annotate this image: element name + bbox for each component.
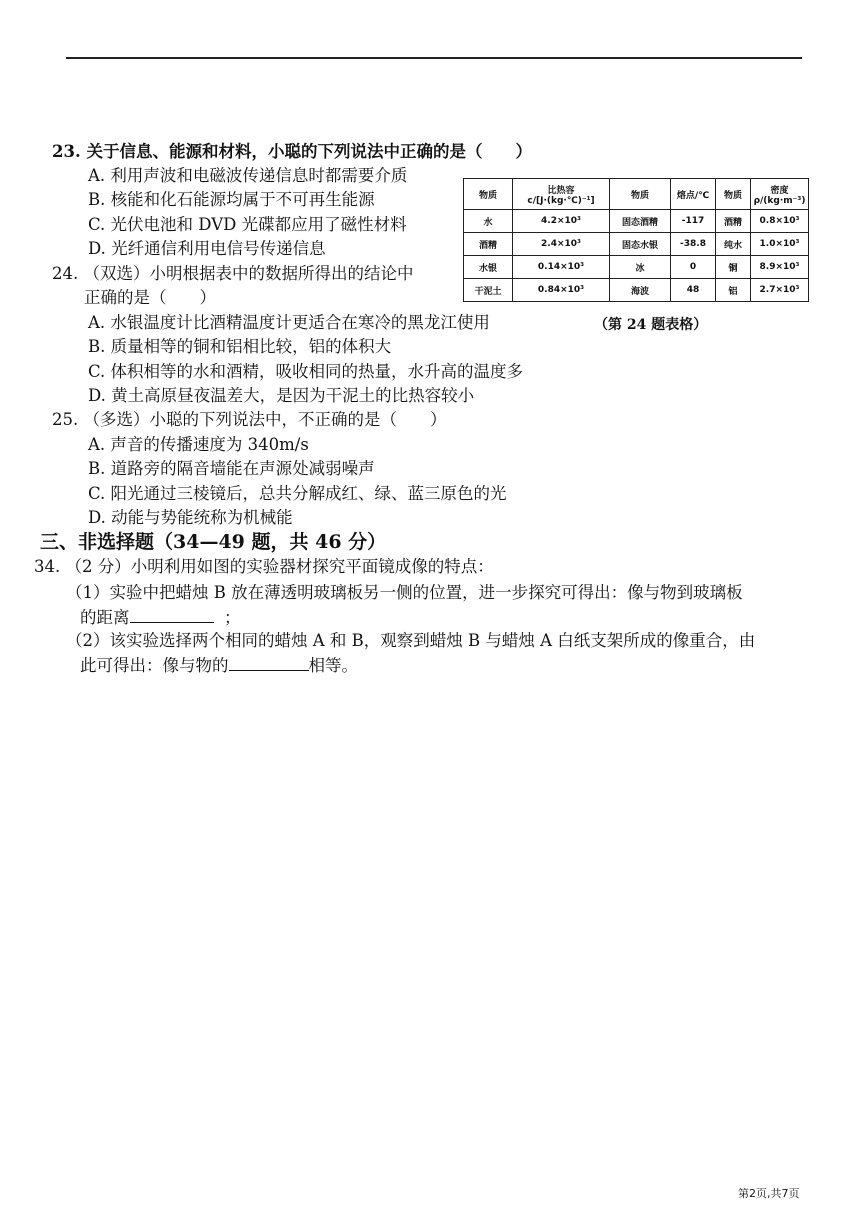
q25-option-c: C. 阳光通过三棱镜后，总共分解成红、绿、蓝三原色的光 (88, 484, 507, 503)
q34-part2-line2 (80, 654, 358, 677)
table-header-cell: 熔点/℃ (671, 179, 716, 210)
table-header-cell: 物质 (464, 179, 513, 210)
table-cell: -38.8 (671, 233, 716, 256)
table-cell: 铝 (716, 279, 751, 302)
table-cell: 水银 (464, 256, 513, 279)
table-cell: 8.9×10³ (751, 256, 809, 279)
table-cell: 水 (464, 210, 513, 233)
q25-option-d: D. 动能与势能统称为机械能 (88, 508, 293, 527)
table-cell: 0.8×10³ (751, 210, 809, 233)
q25-option-a: A. 声音的传播速度为 340m/s (88, 435, 309, 454)
table-header-cell: 物质 (716, 179, 751, 210)
q34-stem: 34. （2 分）小明利用如图的实验器材探究平面镜成像的特点： (34, 557, 494, 576)
table-cell: 0.14×10³ (513, 256, 610, 279)
table-row (464, 279, 809, 302)
q34-part2-text: 此可得出：像与物的 (80, 656, 229, 675)
table-header-cell: 比热容 c/[J·(kg·℃)⁻¹] (513, 179, 610, 210)
table-cell: -117 (671, 210, 716, 233)
table-header-cell: 物质 (610, 179, 671, 210)
q24-table-caption: （第 24 题表格） (594, 317, 708, 333)
q24-option-c: C. 体积相等的水和酒精，吸收相同的热量，水升高的温度多 (88, 362, 524, 381)
q24-stem-line1: 24. （双选）小明根据表中的数据所得出的结论中 (52, 264, 414, 283)
q34-part1-end: ； (224, 608, 241, 627)
answer-blank-2[interactable] (229, 654, 309, 671)
table-cell: 48 (671, 279, 716, 302)
table-cell: 酒精 (464, 233, 513, 256)
table-cell: 酒精 (716, 210, 751, 233)
table-cell: 1.0×10³ (751, 233, 809, 256)
q23-option-a: A. 利用声波和电磁波传递信息时都需要介质 (88, 166, 408, 185)
table-row (464, 210, 809, 233)
q23-option-c: C. 光伏电池和 DVD 光碟都应用了磁性材料 (88, 215, 407, 234)
table-cell: 冰 (610, 256, 671, 279)
table-cell: 4.2×10³ (513, 210, 610, 233)
q24-option-a: A. 水银温度计比酒精温度计更适合在寒冷的黑龙江使用 (88, 313, 490, 332)
q34-part2-end: 相等。 (308, 656, 358, 675)
q23-stem: 23. 关于信息、能源和材料，小聪的下列说法中正确的是（ ） (52, 142, 532, 161)
q34-part1-line1: （1）实验中把蜡烛 B 放在薄透明玻璃板另一侧的位置，进一步探究可得出：像与物到玻璃板 (66, 583, 743, 602)
q34-part1-text: 的距离 (80, 608, 130, 627)
table-cell: 2.4×10³ (513, 233, 610, 256)
section-title: 三、非选择题（34—49 题，共 46 分） (40, 531, 387, 553)
q23-option-d: D. 光纤通信利用电信号传递信息 (88, 239, 326, 258)
q24-option-d: D. 黄土高原昼夜温差大，是因为干泥土的比热容较小 (88, 386, 475, 405)
q24-stem-line2: 正确的是（ ） (84, 288, 216, 307)
table-cell: 固态酒精 (610, 210, 671, 233)
table-cell: 0.84×10³ (513, 279, 610, 302)
q34-part1-line2 (80, 606, 241, 629)
table-row (464, 233, 809, 256)
table-cell: 干泥土 (464, 279, 513, 302)
q23-option-b: B. 核能和化石能源均属于不可再生能源 (88, 190, 375, 209)
q24-properties-table (463, 178, 809, 302)
answer-blank-1[interactable] (130, 606, 214, 623)
page-number: 第2页,共7页 (738, 1187, 800, 1200)
table-cell: 纯水 (716, 233, 751, 256)
q34-part2-line1: （2）该实验选择两个相同的蜡烛 A 和 B，观察到蜡烛 B 与蜡烛 A 白纸支架所成的像重合，由 (66, 631, 756, 650)
table-cell: 固态水银 (610, 233, 671, 256)
table-cell: 海波 (610, 279, 671, 302)
q25-stem: 25. （多选）小聪的下列说法中，不正确的是（ ） (52, 410, 447, 429)
table-header-row (464, 179, 809, 210)
table-cell: 2.7×10³ (751, 279, 809, 302)
header-rule (66, 57, 802, 59)
table-cell: 铜 (716, 256, 751, 279)
table-cell: 0 (671, 256, 716, 279)
q25-option-b: B. 道路旁的隔音墙能在声源处减弱噪声 (88, 459, 375, 478)
q24-option-b: B. 质量相等的铜和铝相比较，铝的体积大 (88, 337, 392, 356)
table-row (464, 256, 809, 279)
table-header-cell: 密度 ρ/(kg·m⁻³) (751, 179, 809, 210)
